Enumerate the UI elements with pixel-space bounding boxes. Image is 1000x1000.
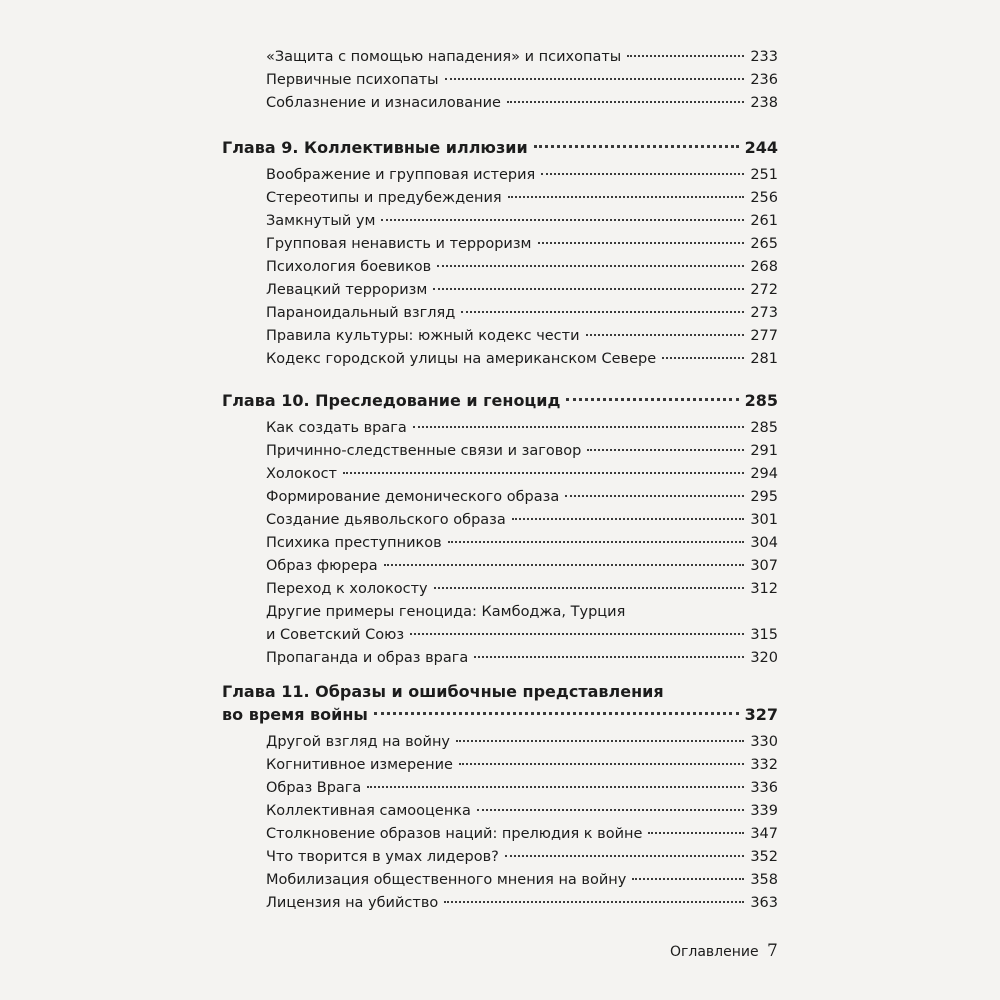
dot-leader bbox=[477, 809, 744, 811]
toc-entry-title: Левацкий терроризм bbox=[266, 282, 428, 298]
toc-chapter-heading[interactable] bbox=[222, 705, 778, 724]
dot-leader bbox=[474, 656, 744, 658]
toc-entry-title: Как создать врага bbox=[266, 420, 407, 436]
toc-chapter-heading[interactable] bbox=[222, 138, 778, 157]
toc-entry-page: 347 bbox=[750, 826, 778, 842]
toc-entry[interactable] bbox=[266, 849, 778, 865]
toc-entry-page: 251 bbox=[750, 167, 778, 183]
dot-leader bbox=[565, 495, 744, 497]
toc-entry-page: 320 bbox=[750, 650, 778, 666]
toc-entry-page: 307 bbox=[750, 558, 778, 574]
toc-entry[interactable] bbox=[266, 49, 778, 65]
toc-entry-page: 315 bbox=[750, 627, 778, 643]
toc-entry-page: 281 bbox=[750, 351, 778, 367]
dot-leader bbox=[384, 564, 745, 566]
toc-entry-title: Правила культуры: южный кодекс чести bbox=[266, 328, 580, 344]
toc-entry-title: Когнитивное измерение bbox=[266, 757, 453, 773]
toc-entry[interactable] bbox=[266, 780, 778, 796]
dot-leader bbox=[410, 633, 744, 635]
toc-entry-page: 256 bbox=[750, 190, 778, 206]
dot-leader bbox=[512, 518, 745, 520]
toc-entry-page: 291 bbox=[750, 443, 778, 459]
toc-entry[interactable] bbox=[266, 282, 778, 298]
toc-entry-title: Формирование демонического образа bbox=[266, 489, 560, 505]
toc-entry[interactable] bbox=[266, 420, 778, 436]
toc-entry-page: 312 bbox=[750, 581, 778, 597]
toc-entry[interactable] bbox=[266, 581, 778, 597]
dot-leader bbox=[538, 242, 745, 244]
toc-entry-title: Холокост bbox=[266, 466, 337, 482]
toc-entry[interactable] bbox=[266, 734, 778, 750]
dot-leader bbox=[508, 196, 745, 198]
toc-chapter-heading[interactable] bbox=[222, 391, 778, 410]
toc-entry[interactable] bbox=[266, 95, 778, 111]
toc-entry-title: Пропаганда и образ врага bbox=[266, 650, 469, 666]
toc-entry-page: 277 bbox=[750, 328, 778, 344]
toc-entry-page: 339 bbox=[750, 803, 778, 819]
toc-entry-title: «Защита с помощью нападения» и психопаты bbox=[266, 49, 622, 65]
toc-entry-page: 268 bbox=[750, 259, 778, 275]
toc-entry-title-line1: Другие примеры геноцида: Камбоджа, Турция bbox=[266, 604, 626, 620]
toc-entry-page: 285 bbox=[750, 420, 778, 436]
dot-leader bbox=[367, 786, 744, 788]
dot-leader bbox=[662, 357, 744, 359]
dot-leader bbox=[437, 265, 744, 267]
chapter-title: Глава 10. Преследование и геноцид bbox=[222, 391, 561, 410]
chapter-page: 285 bbox=[744, 391, 778, 410]
toc-entry-page: 273 bbox=[750, 305, 778, 321]
dot-leader bbox=[586, 334, 745, 336]
toc-entry-page: 295 bbox=[750, 489, 778, 505]
toc-entry-title: Создание дьявольского образа bbox=[266, 512, 506, 528]
toc-entry-title: Соблазнение и изнасилование bbox=[266, 95, 501, 111]
toc-entry-title: Что творится в умах лидеров? bbox=[266, 849, 499, 865]
toc-entry[interactable] bbox=[266, 650, 778, 666]
dot-leader bbox=[632, 878, 744, 880]
toc-entry[interactable] bbox=[266, 558, 778, 574]
toc-entry-title: Лицензия на убийство bbox=[266, 895, 439, 911]
toc-entry-page: 330 bbox=[750, 734, 778, 750]
toc-entry[interactable] bbox=[266, 213, 778, 229]
toc-entry[interactable] bbox=[266, 512, 778, 528]
toc-entry-title: Замкнутый ум bbox=[266, 213, 376, 229]
toc-entry-title: Столкновение образов наций: прелюдия к войне bbox=[266, 826, 643, 842]
dot-leader bbox=[505, 855, 744, 857]
toc-entry-title: Другой взгляд на войну bbox=[266, 734, 451, 750]
toc-entry-page: 301 bbox=[750, 512, 778, 528]
toc-entry-page: 236 bbox=[750, 72, 778, 88]
toc-entry-page: 233 bbox=[750, 49, 778, 65]
toc-entry-page: 336 bbox=[750, 780, 778, 796]
toc-entry-page: 294 bbox=[750, 466, 778, 482]
toc-entry[interactable] bbox=[266, 443, 778, 459]
toc-entry-page: 304 bbox=[750, 535, 778, 551]
toc-entry[interactable] bbox=[266, 167, 778, 183]
dot-leader bbox=[448, 541, 745, 543]
toc-entry-title: Образ фюрера bbox=[266, 558, 378, 574]
chapter-title: во время войны bbox=[222, 705, 368, 724]
dot-leader bbox=[507, 101, 744, 103]
toc-entry-multiline-first[interactable] bbox=[266, 604, 778, 620]
toc-entry[interactable] bbox=[266, 328, 778, 344]
dot-leader bbox=[413, 426, 745, 428]
toc-entry-page: 265 bbox=[750, 236, 778, 252]
dot-leader bbox=[444, 901, 744, 903]
toc-entry[interactable] bbox=[266, 72, 778, 88]
dot-leader bbox=[627, 55, 744, 57]
toc-entry[interactable] bbox=[266, 535, 778, 551]
chapter-title: Глава 9. Коллективные иллюзии bbox=[222, 138, 528, 157]
chapter-page: 327 bbox=[744, 705, 778, 724]
chapter-page: 244 bbox=[744, 138, 778, 157]
toc-entry[interactable] bbox=[266, 305, 778, 321]
toc-entry-page: 363 bbox=[750, 895, 778, 911]
dot-leader bbox=[381, 219, 744, 221]
running-footer-label: Оглавление bbox=[670, 944, 759, 960]
dot-leader bbox=[343, 472, 744, 474]
toc-entry-page: 261 bbox=[750, 213, 778, 229]
dot-leader bbox=[534, 145, 739, 148]
toc-entry-title: Первичные психопаты bbox=[266, 72, 439, 88]
toc-entry-page: 332 bbox=[750, 757, 778, 773]
toc-entry-page: 238 bbox=[750, 95, 778, 111]
dot-leader bbox=[434, 587, 745, 589]
dot-leader bbox=[374, 712, 739, 715]
page-number: 7 bbox=[767, 941, 778, 961]
dot-leader bbox=[541, 173, 744, 175]
toc-entry-title: и Советский Союз bbox=[266, 627, 405, 643]
toc-entry[interactable] bbox=[266, 757, 778, 773]
toc-entry-title: Коллективная самооценка bbox=[266, 803, 471, 819]
toc-entry[interactable] bbox=[266, 489, 778, 505]
dot-leader bbox=[445, 78, 745, 80]
dot-leader bbox=[648, 832, 744, 834]
toc-entry-title: Групповая ненависть и терроризм bbox=[266, 236, 532, 252]
dot-leader bbox=[433, 288, 744, 290]
toc-entry-page: 352 bbox=[750, 849, 778, 865]
toc-entry-title: Образ Врага bbox=[266, 780, 362, 796]
page-footer bbox=[0, 943, 1000, 967]
dot-leader bbox=[459, 763, 744, 765]
toc-entry-title: Кодекс городской улицы на американском Севере bbox=[266, 351, 657, 367]
toc-entry-title: Мобилизация общественного мнения на войну bbox=[266, 872, 627, 888]
toc-entry-title: Причинно-следственные связи и заговор bbox=[266, 443, 582, 459]
dot-leader bbox=[461, 311, 744, 313]
toc-entry-title: Психология боевиков bbox=[266, 259, 432, 275]
toc-entry[interactable] bbox=[266, 872, 778, 888]
dot-leader bbox=[587, 449, 744, 451]
toc-entry[interactable] bbox=[266, 826, 778, 842]
toc-entry[interactable] bbox=[266, 259, 778, 275]
toc-entry[interactable] bbox=[266, 190, 778, 206]
toc-entry-title: Переход к холокосту bbox=[266, 581, 428, 597]
toc-entry[interactable] bbox=[266, 466, 778, 482]
toc-entry[interactable] bbox=[266, 895, 778, 911]
chapter-title-line1[interactable]: Глава 11. Образы и ошибочные представления bbox=[222, 682, 664, 701]
dot-leader bbox=[456, 740, 744, 742]
toc-entry[interactable] bbox=[266, 803, 778, 819]
toc-entry[interactable] bbox=[266, 627, 778, 643]
toc-entry-title: Воображение и групповая истерия bbox=[266, 167, 536, 183]
toc-entry-title: Параноидальный взгляд bbox=[266, 305, 456, 321]
toc-entry-page: 358 bbox=[750, 872, 778, 888]
dot-leader bbox=[566, 398, 738, 401]
toc-entry-title: Психика преступников bbox=[266, 535, 442, 551]
toc-entry[interactable] bbox=[266, 236, 778, 252]
toc-entry[interactable] bbox=[266, 351, 778, 367]
toc-entry-page: 272 bbox=[750, 282, 778, 298]
toc-entry-title: Стереотипы и предубеждения bbox=[266, 190, 502, 206]
